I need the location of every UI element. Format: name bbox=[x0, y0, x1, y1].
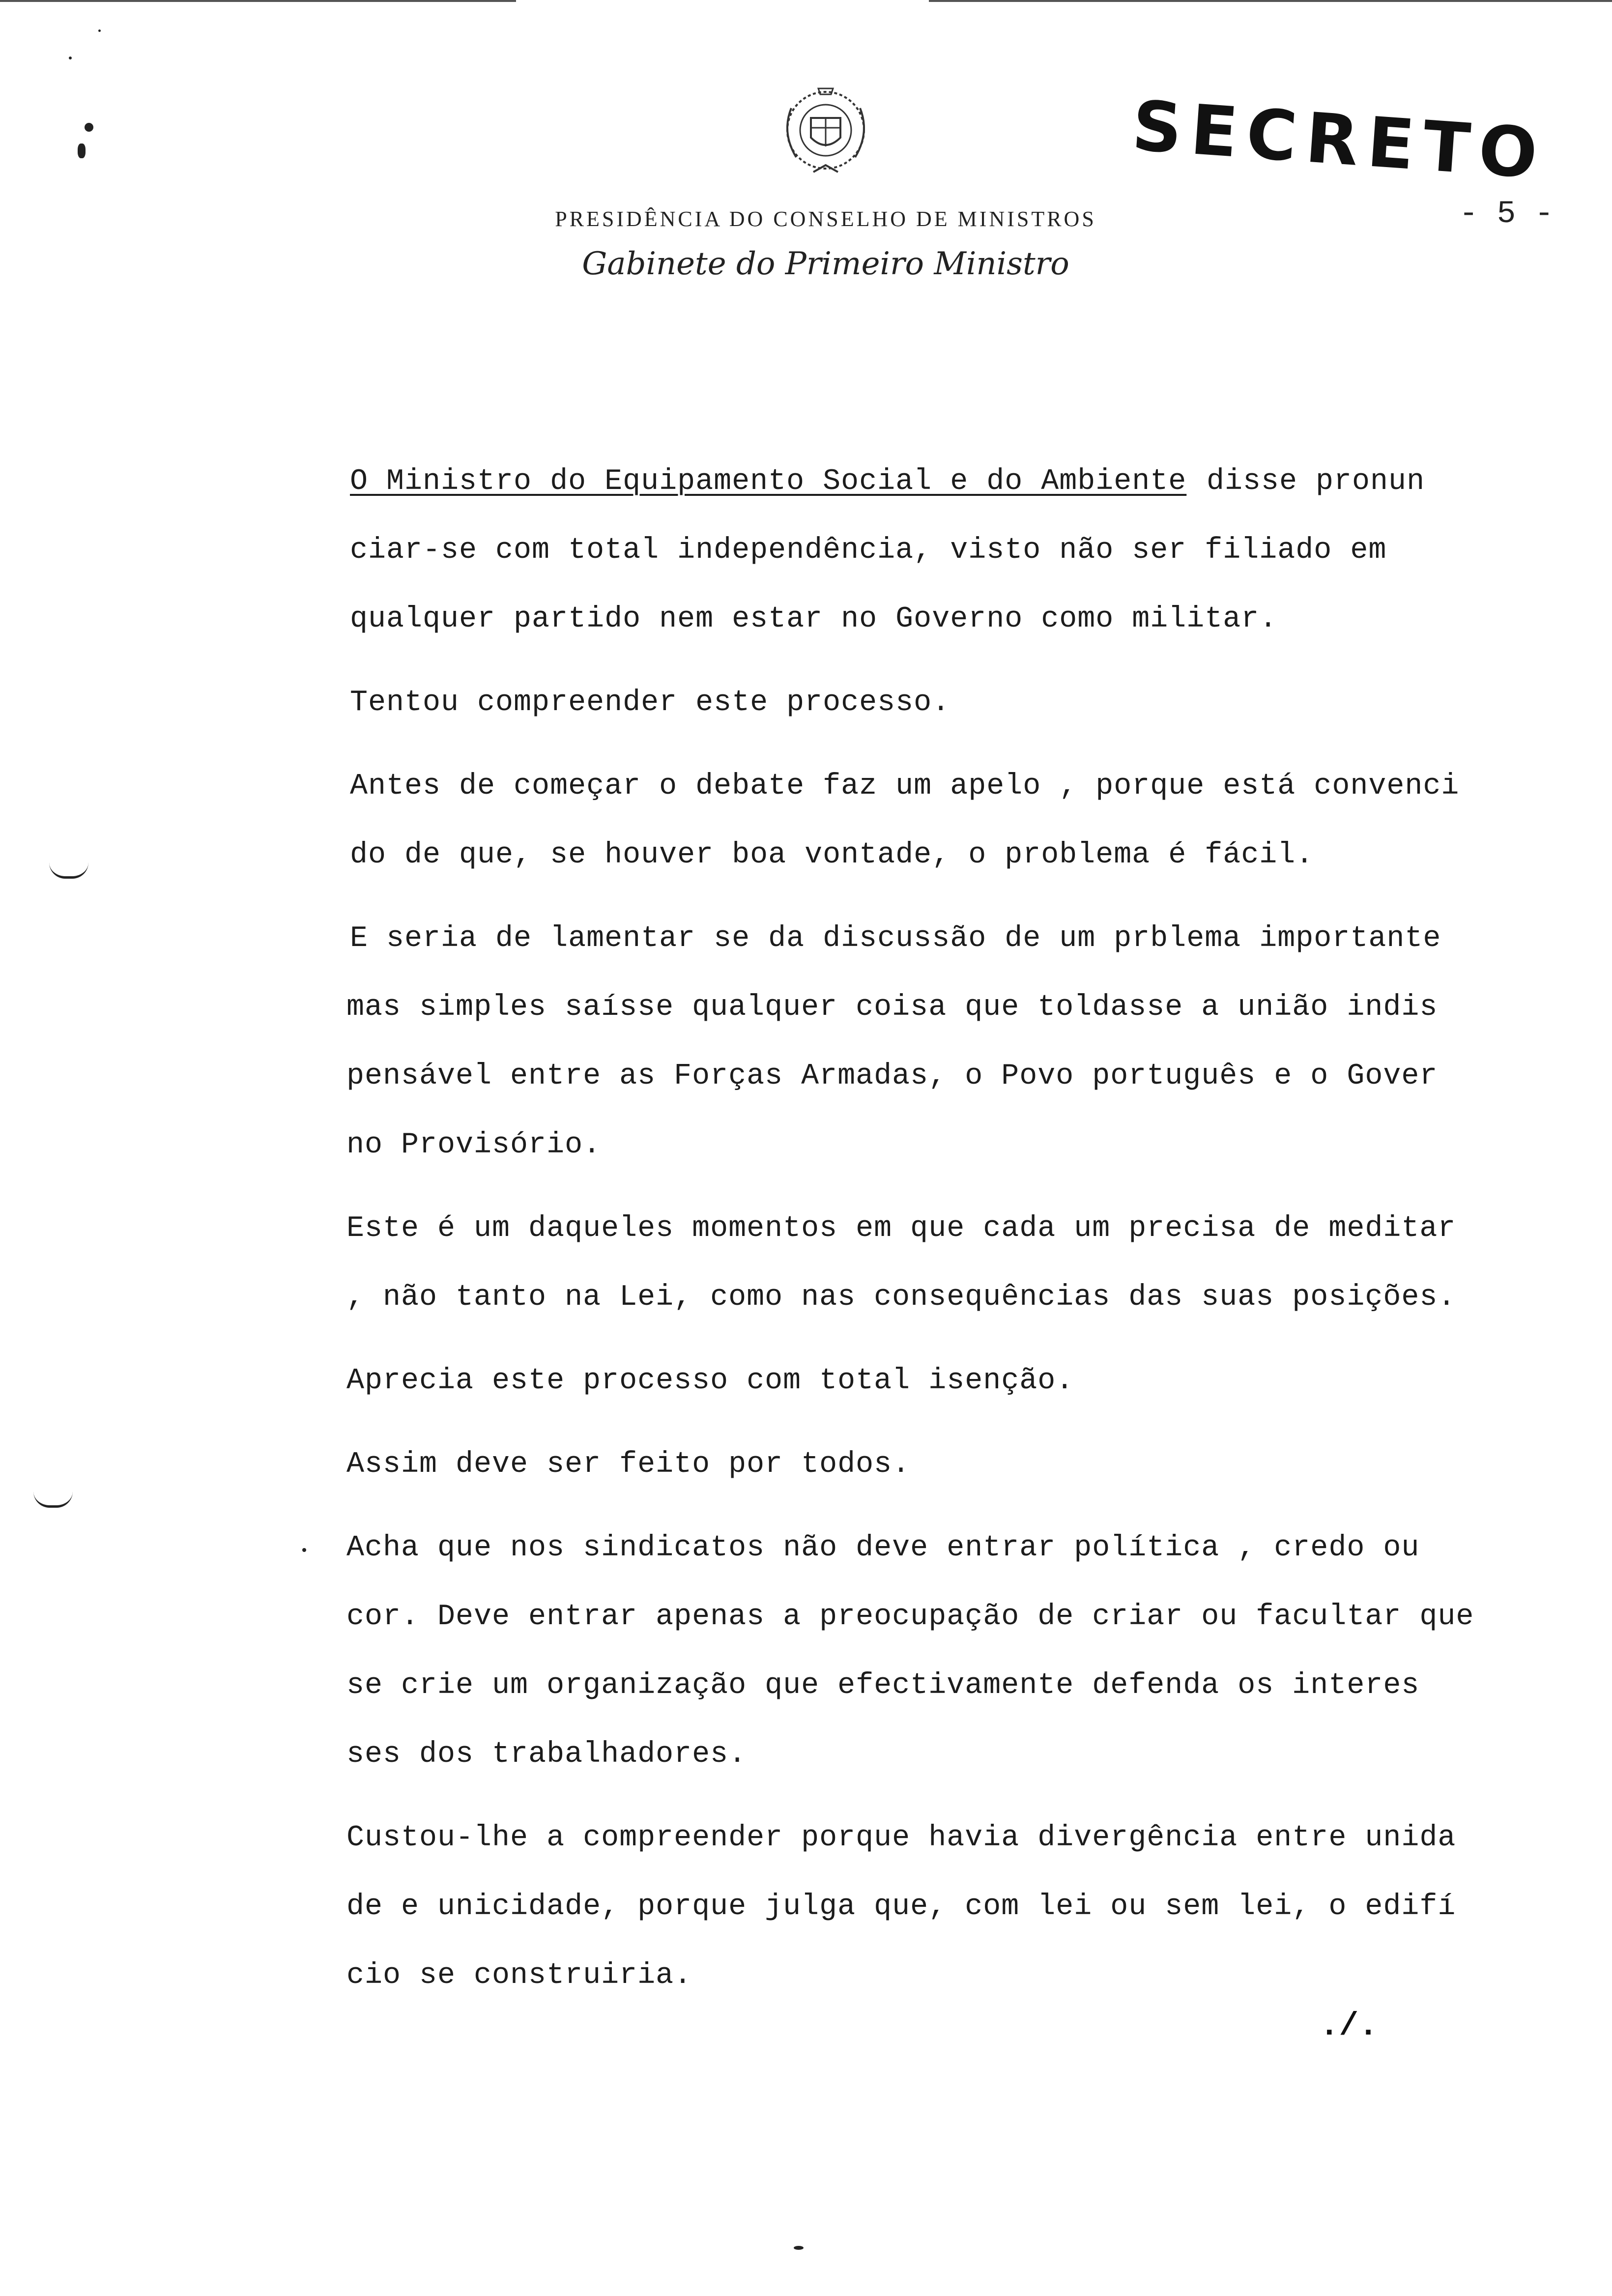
text-line: de e unicidade, porque julga que, com lei ou sem lei, o edifí bbox=[346, 1890, 1456, 1923]
scan-speck bbox=[85, 123, 93, 132]
secret-stamp: SECRETO bbox=[1129, 86, 1549, 195]
text-line: pensável entre as Forças Armadas, o Povo português e o Gover bbox=[346, 1060, 1438, 1093]
text-line: do de que, se houver boa vontade, o problema é fácil. bbox=[350, 838, 1314, 872]
letterhead-organization: PRESIDÊNCIA DO CONSELHO DE MINISTROS bbox=[555, 207, 1096, 231]
text-line: E seria de lamentar se da discussão de um prblema importante bbox=[350, 922, 1441, 955]
text-line: , não tanto na Lei, como nas consequências das suas posições. bbox=[346, 1281, 1456, 1314]
scan-speck bbox=[794, 2246, 804, 2250]
continuation-mark: ./. bbox=[1320, 2008, 1378, 2044]
text-line: cio se construiria. bbox=[346, 1959, 692, 1992]
text-line: ses dos trabalhadores. bbox=[346, 1738, 747, 1771]
text-line: Este é um daqueles momentos em que cada um precisa de meditar bbox=[346, 1212, 1456, 1245]
scan-speck bbox=[78, 144, 86, 158]
letterhead-office: Gabinete do Primeiro Ministro bbox=[582, 246, 1069, 282]
page-number: - 5 - bbox=[1459, 197, 1554, 232]
text-line: disse pronun bbox=[1207, 465, 1425, 498]
text-line: no Provisório. bbox=[346, 1128, 602, 1162]
text-line: qualquer partido nem estar no Governo como militar. bbox=[350, 603, 1278, 636]
text-line: Assim deve ser feito por todos. bbox=[346, 1448, 911, 1481]
text-line: Acha que nos sindicatos não deve entrar política , credo ou bbox=[346, 1531, 1420, 1565]
text-line: Custou-lhe a compreender porque havia divergência entre unida bbox=[346, 1821, 1456, 1855]
text-line: cor. Deve entrar apenas a preocupação de criar ou facultar que bbox=[346, 1600, 1474, 1634]
text-line: se crie um organização que efectivamente defenda os interes bbox=[346, 1669, 1420, 1702]
scan-speck bbox=[98, 29, 101, 32]
text-line: ciar-se com total independência, visto não ser filiado em bbox=[350, 534, 1387, 567]
text-line: Antes de começar o debate faz um apelo , porque está convenci bbox=[350, 770, 1460, 803]
scan-speck bbox=[69, 57, 72, 59]
text-line: Aprecia este processo com total isenção. bbox=[346, 1364, 1074, 1398]
text-line: Tentou compreender este processo. bbox=[350, 686, 950, 719]
scan-speck bbox=[302, 1548, 306, 1552]
text-line: mas simples saísse qualquer coisa que toldasse a união indis bbox=[346, 991, 1438, 1024]
speaker-heading: O Ministro do Equipamento Social e do Ambiente bbox=[350, 465, 1187, 498]
